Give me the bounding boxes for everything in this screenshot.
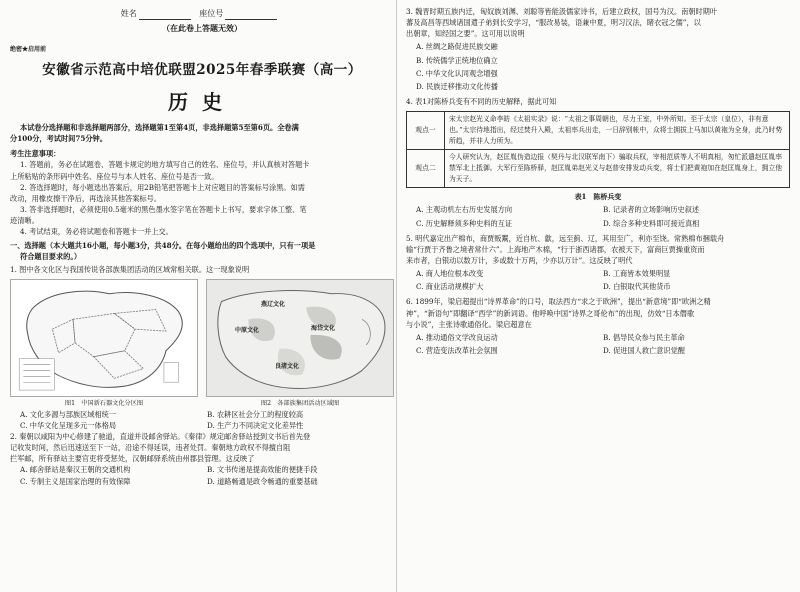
q5-option-d[interactable]: D. 白银取代其他货币	[603, 282, 671, 292]
q3-stem: 蕃及高昌等西域诸国遣子弟到长安学习，“服改易装，语兼中夏，明习汉法，睹衣冠之儒”，以	[406, 18, 701, 28]
q1-options-row	[10, 409, 394, 420]
q2-stem: 2. 秦朝以咸阳为中心修建了驰道，直道并设邮舍驿站。《秦律》规定邮舍驿站授到文书后首先登	[10, 431, 311, 441]
q4-option-b[interactable]: B. 记录者的立场影响历史叙述	[603, 205, 700, 215]
note-line: 迹清晰。	[10, 216, 39, 226]
q2-option-a[interactable]: A. 邮舍驿站是秦汉王朝的交通机构	[20, 465, 131, 475]
note-line: 4. 考试结束，务必将试题卷和答题卡一并上交。	[20, 227, 173, 237]
q3-option-b[interactable]: B. 传统儒学正统地位确立	[416, 55, 498, 65]
name-label: 姓名	[120, 9, 137, 18]
q1-option-c[interactable]: C. 中华文化呈现多元一体格局	[20, 420, 117, 430]
fig2-label-liangzhu: 良渚文化	[275, 363, 300, 371]
q3-stem: 出朝章，知经国之要”。这可用以说明	[406, 29, 525, 39]
q6-options-row	[406, 332, 790, 343]
fig1-caption: 图1 中国新石器文化分区图	[64, 400, 144, 408]
seat-blank[interactable]	[225, 12, 277, 20]
name-blank[interactable]	[139, 12, 191, 20]
q1-option-d[interactable]: D. 生产力不同决定文化差异性	[207, 420, 304, 430]
q3-stem: 3. 魏晋时期五族内迁，匈奴族刘渊、刘聪等皆能汲儒家诗书，后建立政权，国号为汉。南朝时期叶	[406, 7, 718, 16]
q2-stem: 记收发时间，然后迅速送至下一站，沿途不得延误，违者处罚。秦朝地方政权不得擅自阻	[10, 443, 291, 453]
q1-option-a[interactable]: A. 文化多源与部族区域相统一	[20, 409, 117, 419]
note-line: 1. 答题前，务必在试题卷、答题卡规定的地方填写自己的姓名、座位号，并认真核对答题卡	[20, 160, 310, 170]
q6-options-row	[406, 345, 790, 356]
q6-option-c[interactable]: C. 营造变法改革社会氛围	[416, 346, 498, 356]
notes-heading: 考生注意事项：	[10, 149, 61, 159]
q2-stem: 拦军邮，所有驿站主要官吏将受惩处，汉朝邮驿系统由州郡县管理。这反映了	[10, 454, 255, 464]
table-caption: 表1 陈桥兵变	[574, 191, 622, 201]
q4-options-row	[406, 218, 790, 229]
note-line: 3. 答非选择题时，必须使用0.5毫米的黑色墨水签字笔在答题卡上书写，要求字体工整、笔	[20, 205, 307, 215]
fig2-label-haidai: 海岱文化	[311, 325, 336, 333]
q5-options-row	[406, 281, 790, 292]
q5-option-c[interactable]: C. 商业活动规模扩大	[416, 282, 484, 292]
q3-option-c[interactable]: C. 中华文化认同观念增强	[416, 68, 498, 78]
note-line: 上所粘贴的条形码中姓名、座位号与本人姓名、座位号是否一致。	[10, 171, 219, 181]
q2-options-row	[10, 464, 394, 475]
q4-options-row	[406, 204, 790, 215]
q6-option-b[interactable]: B. 倡导民众参与民主革命	[603, 332, 685, 342]
section-heading-2: 符合题目要求的。）	[20, 251, 82, 261]
intro-line-1: 本试卷分选择题和非选择题两部分，选择题第1至第4页，非选择题第5至第6页。全卷满	[20, 123, 299, 132]
q4-option-a[interactable]: A. 主观动机左右历史发展方向	[416, 205, 513, 215]
intro-line-2: 分100分，考试时间75分钟。	[10, 134, 107, 144]
table-row	[407, 149, 790, 187]
table-row	[407, 112, 790, 150]
subject-title: 历史	[168, 90, 236, 114]
q1-figures	[10, 279, 394, 397]
q1-stem: 1. 图中各文化区与我国传说各部族集团活动的区域常相关联。这一现象说明	[10, 264, 250, 274]
q2-option-d[interactable]: D. 道路畅通是政令畅通的重要基础	[207, 476, 318, 486]
q6-stem: 6. 1899年，梁启超提出“诗界革命”的口号，取法西方“求之于欧洲”，提出“新意境”即“欧洲之精	[406, 297, 711, 307]
left-column	[10, 6, 394, 487]
candidate-info	[10, 8, 394, 20]
note-line: 改动，用橡皮擦干净后，再选涂其他答案标号。	[10, 193, 161, 203]
q6-option-a[interactable]: A. 推动通俗文学改良运动	[416, 332, 498, 342]
seat-label: 座位号	[199, 9, 224, 18]
note-line: 2. 答选择题时，每小题选出答案后，用2B铅笔把答题卡上对应题目的答案标号涂黑。如需	[20, 182, 305, 192]
q1-options-row	[10, 420, 394, 431]
fig2-caption: 图2 各部族集团活动区域图	[260, 400, 340, 408]
q5-options-row	[406, 268, 790, 279]
q1-option-b[interactable]: B. 农耕区社会分工的程度较高	[207, 409, 304, 419]
fig2-label-zhongyuan: 中原文化	[235, 327, 260, 335]
exam-title: 安徽省示范高中培优联盟2025年春季联赛（高一）	[42, 62, 362, 79]
q5-stem: 输“行贾于齐鲁之境者常什六”。上海地产木棉，“行于浙西诸郡，农被天下，富商巨贾操重资而	[406, 244, 705, 254]
q4-table	[406, 111, 790, 187]
no-answer-notice: （在此卷上答题无效）	[162, 23, 242, 34]
q5-option-b[interactable]: B. 工商皆本效果明显	[603, 269, 671, 279]
q5-stem: 5. 明代嘉定出产棉布，商贾贩鬻，近自杭、歙，远至蓟、辽，其用至广，利亦至饶。常熟棉布捆载舟	[406, 233, 725, 243]
q3-option-d[interactable]: D. 民族迁移推动文化传播	[416, 81, 498, 91]
q5-stem: 来市者，白银动以数万计，多或数十万两，少亦以万计”。这反映了明代	[406, 255, 633, 265]
view1-label: 观点一	[407, 112, 445, 150]
secret-mark: 绝密★启用前	[10, 45, 47, 53]
q4-option-d[interactable]: D. 综合多种史料即可接近真相	[603, 218, 700, 228]
q5-option-a[interactable]: A. 商人地位根本改变	[416, 269, 484, 279]
section-heading: 一、选择题（本大题共16小题，每小题3分，共48分。在每小题给出的四个选项中，只有一项是	[10, 240, 316, 250]
q4-stem: 4. 表1对陈桥兵变有不同的历史解释，据此可知	[406, 97, 557, 107]
neolithic-culture-map	[10, 279, 198, 397]
q6-stem: 与小说”，主张诗歌通俗化。梁启超意在	[406, 319, 532, 329]
column-divider	[396, 0, 397, 592]
q2-options-row	[10, 476, 394, 487]
view2-label: 观点二	[407, 149, 445, 187]
q6-option-d[interactable]: D. 促进国人救亡意识觉醒	[603, 346, 685, 356]
fig2-label-yanliao: 燕辽文化	[261, 301, 286, 309]
q1-captions	[10, 399, 394, 409]
tribal-region-map	[206, 279, 394, 397]
q2-option-b[interactable]: B. 文书传递是提高效能的便捷手段	[207, 465, 318, 475]
right-column	[406, 6, 790, 356]
q4-option-c[interactable]: C. 历史解释须多种史料的互证	[416, 218, 513, 228]
q2-option-c[interactable]: C. 专制主义是国家治理的有效保障	[20, 476, 131, 486]
q6-stem: 神”，“新语句”即翻译“西学”的新词语。他呼唤中国“诗界之哥伦布”的出现，仿效“日本僭歌	[406, 308, 695, 318]
view1-text: 宋太宗赵光义命李昉《太祖实录》说：“太祖之事周朝也，尽力王室，中外所知。至于太宗（皇位），非有意也。”太宗待地指出，经过焚升入殿，太祖率兵出走，一日辞别帐中，众将士拥拔上马加以黄袍为全身，此乃时势所趋，并非人力所为。	[445, 112, 790, 150]
q3-option-a[interactable]: A. 丝绸之路促进民族交融	[416, 42, 498, 52]
view2-text: 今人研究认为，赵匡胤伪造边报（契丹与北汉联军南下）骗取兵权，宰相范质等人不明真相，匆忙派遣赵匡胤率禁军北上抵御。大军行至陈桥驿，赵匡胤弟赵光义与赵普安排发动兵变，将士们把黄袍加在赵匡胤身上，拥立他为天子。	[445, 149, 790, 187]
